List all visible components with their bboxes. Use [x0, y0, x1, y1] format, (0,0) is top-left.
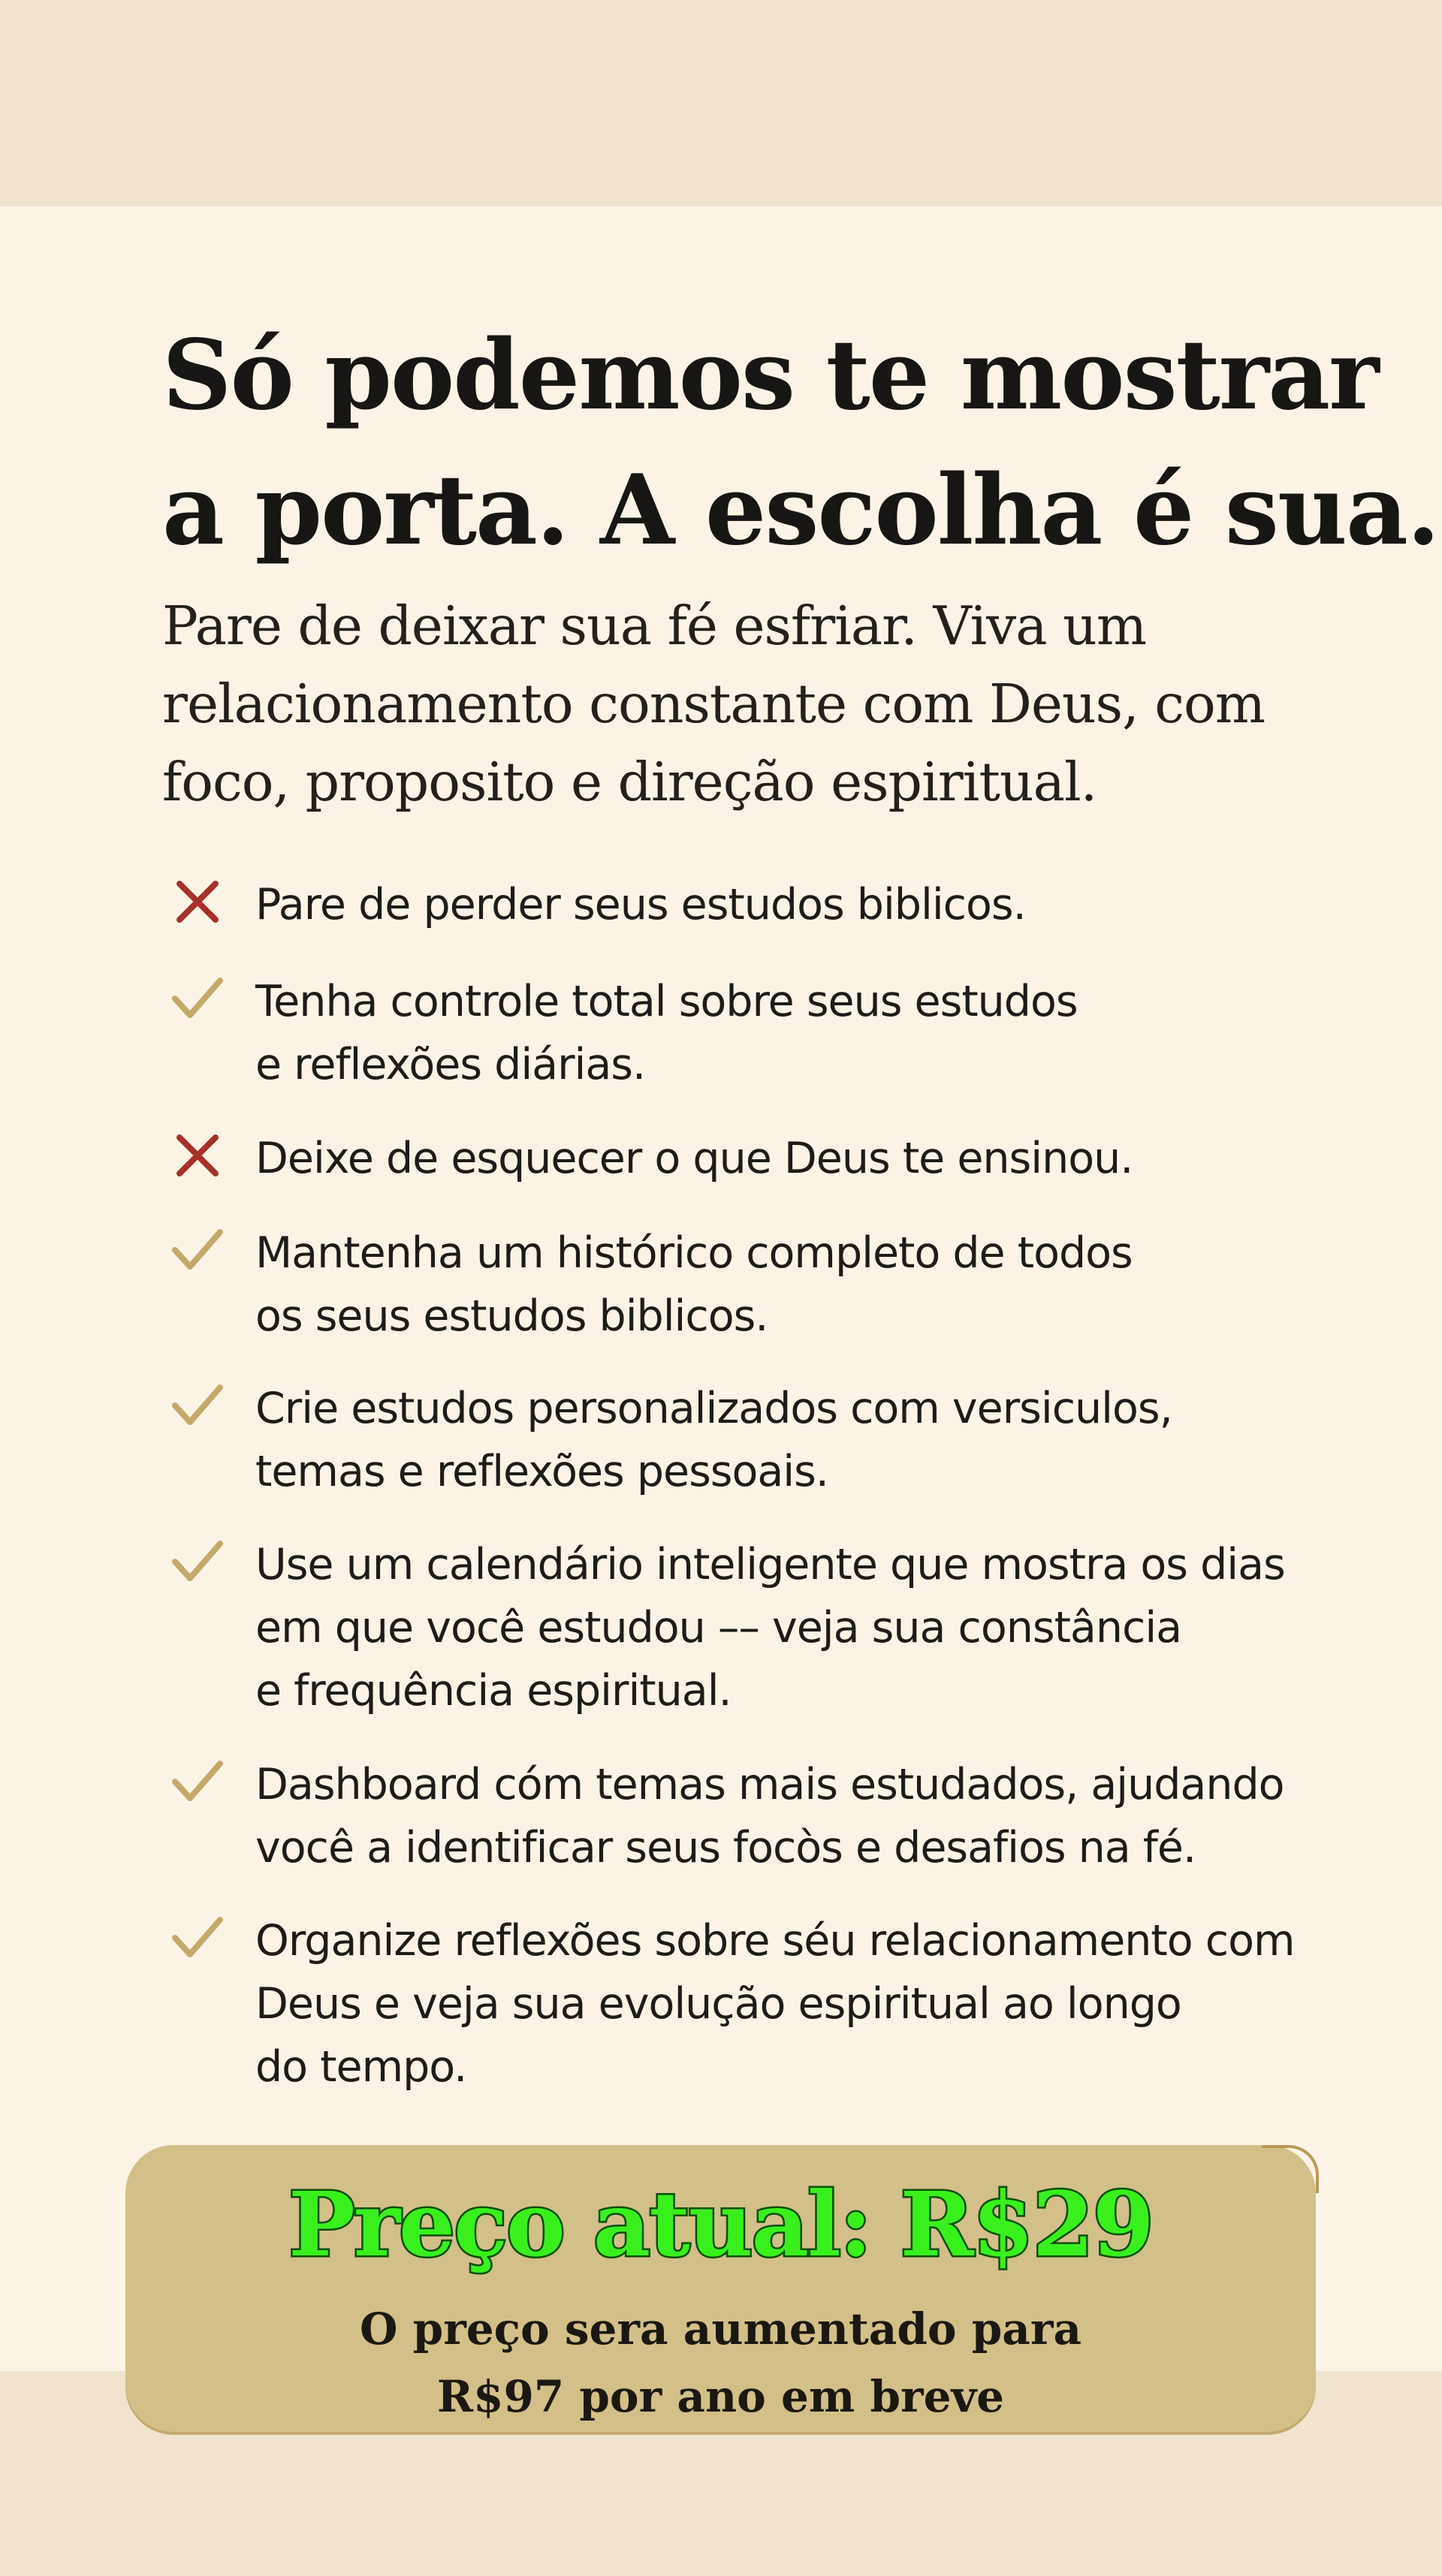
- feature-text-line: e reflexões diárias.: [255, 1040, 646, 1089]
- feature-text-line: em que você estudou –– veja sua constância: [255, 1603, 1182, 1653]
- price-note-line-2: R$97 por ano em breve: [436, 2371, 1005, 2422]
- x-icon: [169, 1127, 226, 1184]
- price-banner: [125, 2145, 1316, 2432]
- feature-text: [255, 1909, 1294, 2098]
- feature-text: [255, 873, 1026, 936]
- check-icon: [169, 1222, 226, 1279]
- feature-text-line: Deixe de esquecer o que Deus te ensinou.: [255, 1134, 1133, 1183]
- headline-line-1: Só podemos te mostrar: [162, 319, 1378, 432]
- check-icon: [169, 970, 226, 1027]
- feature-text: [255, 1127, 1133, 1190]
- feature-text-line: Tenha controle total sobre seus estudos: [255, 977, 1078, 1026]
- x-icon: [169, 873, 226, 930]
- current-price: Preço atual: R$29: [288, 2172, 1153, 2276]
- feature-text: [255, 1533, 1285, 1722]
- headline: [162, 308, 1439, 578]
- feature-text-line: Pare de perder seus estudos biblicos.: [255, 880, 1026, 929]
- feature-text-line: Use um calendário inteligente que mostra os dias: [255, 1540, 1285, 1589]
- feature-text-line: do tempo.: [255, 2042, 467, 2092]
- feature-text-line: você a identificar seus focòs e desafios na fé.: [255, 1823, 1196, 1872]
- feature-text-line: Dashboard cóm temas mais estudados, ajudando: [255, 1760, 1284, 1809]
- check-icon: [169, 1377, 226, 1434]
- feature-text: [255, 1753, 1284, 1879]
- feature-text: [255, 1222, 1133, 1348]
- feature-text-line: temas e reflexões pessoais.: [255, 1447, 828, 1496]
- subheadline-line-2: relacionamento constante com Deus, com: [162, 673, 1266, 735]
- subheadline: [162, 587, 1364, 821]
- feature-text-line: Crie estudos personalizados com versiculos,: [255, 1384, 1172, 1433]
- headline-line-2: a porta. A escolha é sua.: [162, 454, 1439, 567]
- feature-text-line: os seus estudos biblicos.: [255, 1291, 768, 1341]
- feature-text: [255, 970, 1078, 1096]
- check-icon: [169, 1909, 226, 1966]
- price-increase-note: [125, 2295, 1316, 2430]
- check-icon: [169, 1533, 226, 1590]
- subheadline-line-1: Pare de deixar sua fé esfriar. Viva um: [162, 595, 1147, 657]
- check-icon: [169, 1753, 226, 1810]
- feature-text: [255, 1377, 1172, 1503]
- price-note-line-1: O preço sera aumentado para: [359, 2303, 1082, 2355]
- feature-text-line: Organize reflexões sobre séu relacionamento com: [255, 1916, 1295, 1966]
- feature-text-line: e frequência espiritual.: [255, 1666, 732, 1716]
- subheadline-line-3: foco, proposito e direção espiritual.: [162, 751, 1097, 813]
- feature-text-line: Deus e veja sua evolução espiritual ao longo: [255, 1979, 1181, 2029]
- feature-text-line: Mantenha um histórico completo de todos: [255, 1228, 1133, 1278]
- top-band: [0, 0, 1442, 206]
